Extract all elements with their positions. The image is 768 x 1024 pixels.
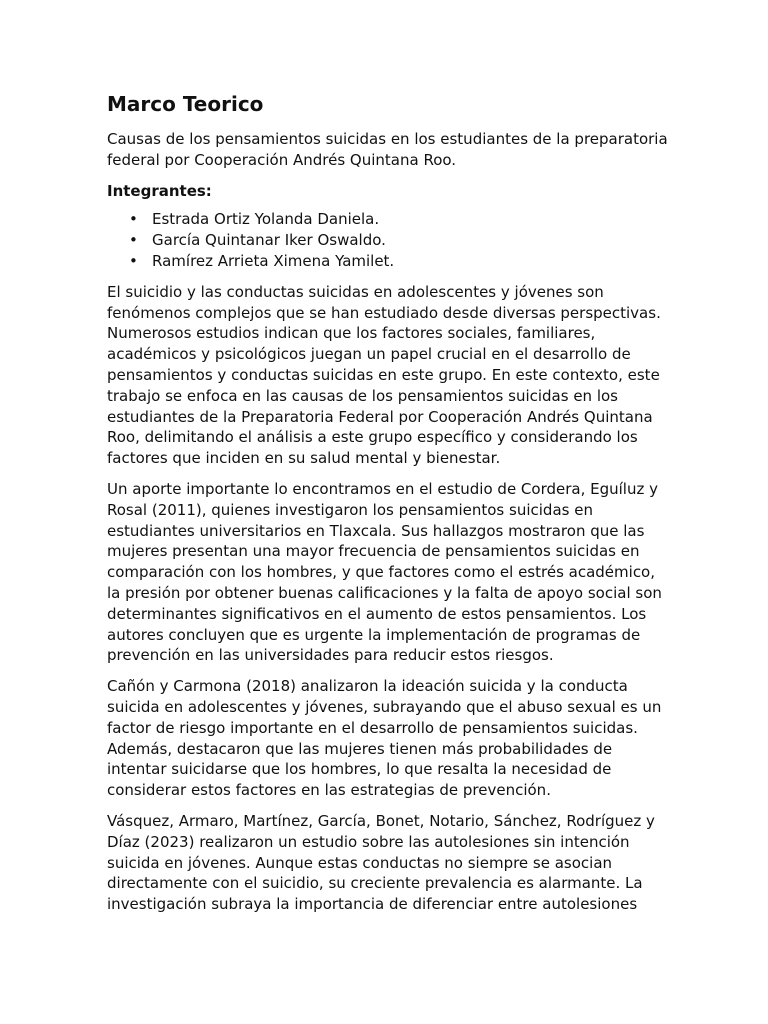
bullet-icon: •	[129, 251, 138, 270]
document-title: Marco Teorico	[107, 92, 264, 116]
body-paragraph-cordera: Un aporte importante lo encontramos en el estudio de Cordera, Eguíluz y Rosal (2011), quienes investigaron los pensamientos suicidas en estudiantes universitarios en Tlaxcala. Sus hallazgos mostraron que las mujeres presentan una mayor frecuencia de pensamientos suicidas en comparación con los hombres, y que factores como el estrés académico, la presión por obtener buenas calificaciones y la falta de apoyo social son determinantes significativos en el aumento de estos pensamientos. Los autores concluyen que es urgente la implementación de programas de prevención en las universidades para reducir estos riesgos.	[107, 479, 662, 665]
member-item	[107, 251, 668, 272]
member-name: Estrada Ortiz Yolanda Daniela.	[152, 210, 380, 229]
bullet-icon: •	[129, 210, 138, 229]
member-item	[107, 209, 668, 230]
member-item	[107, 230, 668, 251]
body-paragraph-canon: Cañón y Carmona (2018) analizaron la ideación suicida y la conducta suicida en adolescentes y jóvenes, subrayando que el abuso sexual es un factor de riesgo importante en el desarrollo de pensamientos suicidas. Además, destacaron que las mujeres tienen más probabilidades de intentar suicidarse que los hombres, lo que resalta la necesidad de considerar estos factores en las estrategias de prevención.	[107, 677, 662, 800]
member-name: García Quintanar Iker Oswaldo.	[152, 231, 386, 250]
body-paragraph-vasquez: Vásquez, Armaro, Martínez, García, Bonet, Notario, Sánchez, Rodríguez y Díaz (2023) realizaron un estudio sobre las autolesiones sin intención suicida en jóvenes. Aunque estas conductas no siempre se asocian directamente con el suicidio, su creciente prevalencia es alarmante. La investigación subraya la importancia de diferenciar entre autolesiones	[107, 811, 655, 914]
members-label: Integrantes:	[107, 181, 212, 200]
bullet-icon: •	[129, 231, 138, 250]
body-paragraph-intro: El suicidio y las conductas suicidas en adolescentes y jóvenes son fenómenos complejos que se han estudiado desde diversas perspectivas. Numerosos estudios indican que los factores sociales, familiares, académicos y psicológicos juegan un papel crucial en el desarrollo de pensamientos y conductas suicidas en este grupo. En este contexto, este trabajo se enfoca en las causas de los pensamientos suicidas en los estudiantes de la Preparatoria Federal por Cooperación Andrés Quintana Roo, delimitando el análisis a este grupo específico y considerando los factores que inciden en su salud mental y bienestar.	[107, 282, 661, 468]
members-list	[107, 209, 668, 271]
member-name: Ramírez Arrieta Ximena Yamilet.	[152, 251, 395, 270]
document-subtitle: Causas de los pensamientos suicidas en los estudiantes de la preparatoria federal por Cooperación Andrés Quintana Roo.	[107, 130, 668, 169]
